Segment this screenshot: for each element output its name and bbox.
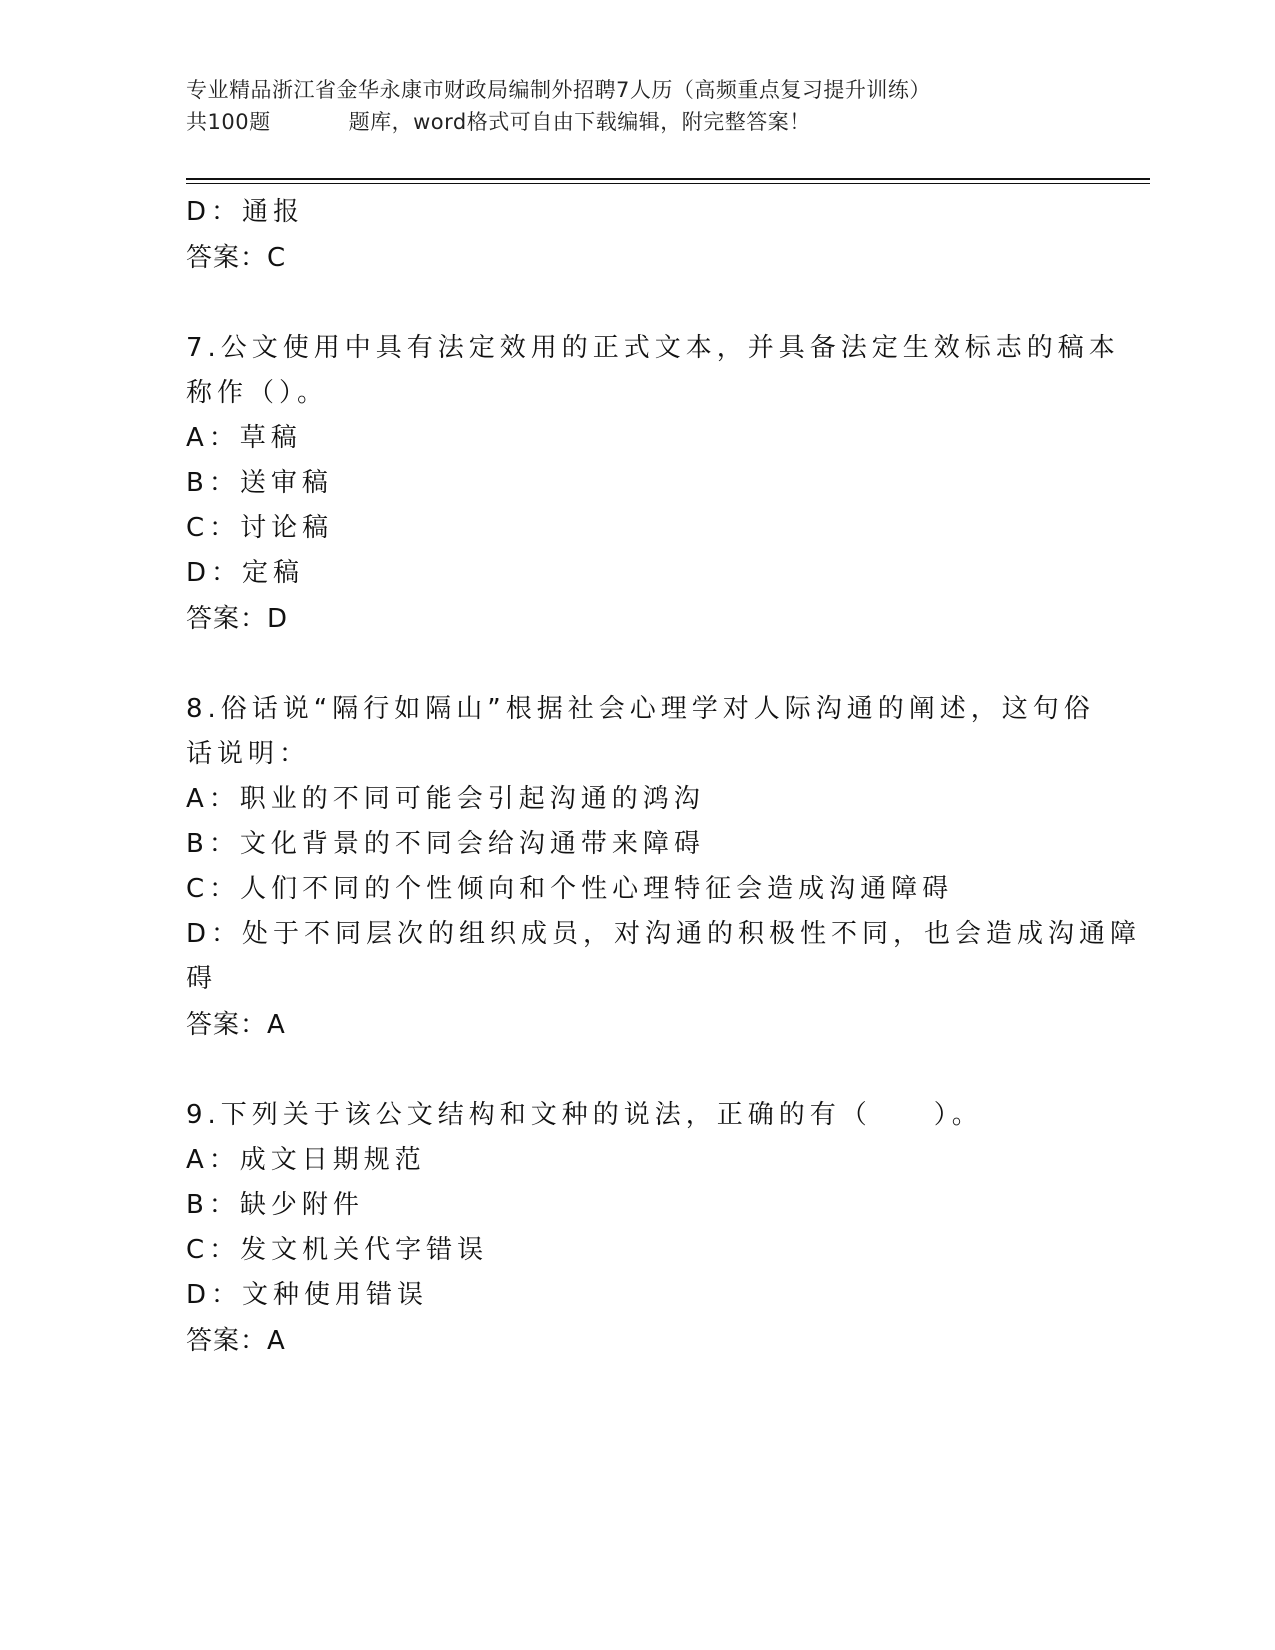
option-c: C：讨论稿 xyxy=(186,513,334,543)
option-b: B：缺少附件 xyxy=(186,1190,364,1220)
option-a: A：成文日期规范 xyxy=(186,1145,426,1175)
option-d: D：通报 xyxy=(186,197,305,227)
option-c: C：人们不同的个性倾向和个性心理特征会造成沟通障碍 xyxy=(186,874,954,904)
option-b: B：文化背景的不同会给沟通带来障碍 xyxy=(186,829,705,859)
header-divider-thick xyxy=(186,178,1150,180)
option-b: B：送审稿 xyxy=(186,468,333,498)
question-8 xyxy=(186,687,1142,1048)
header-divider-thin xyxy=(186,183,1150,184)
question-stem-continued: 话说明： xyxy=(186,739,311,769)
option-d-continued: 碍 xyxy=(186,964,218,994)
header-count: 共100题 xyxy=(186,110,271,134)
option-c: C：发文机关代字错误 xyxy=(186,1235,489,1265)
question-stem: 9.下列关于该公文结构和文种的说法，正确的有（ ）。 xyxy=(186,1100,983,1130)
question-stem: 8.俗话说“隔行如隔山”根据社会心理学对人际沟通的阐述，这句俗 xyxy=(186,694,1095,724)
option-d: D：定稿 xyxy=(186,558,305,588)
answer-line: 答案：C xyxy=(186,243,287,273)
answer-line: 答案：D xyxy=(186,604,289,634)
question-7 xyxy=(186,326,1120,642)
question-9 xyxy=(186,1093,1076,1364)
option-d: D：处于不同层次的组织成员，对沟通的积极性不同，也会造成沟通障 xyxy=(186,919,1142,949)
answer-line: 答案：A xyxy=(186,1326,286,1356)
header-subtitle xyxy=(186,106,1066,138)
option-a: A：职业的不同可能会引起沟通的鸿沟 xyxy=(186,784,705,814)
document-header xyxy=(186,74,1066,138)
question-stem: 7.公文使用中具有法定效用的正式文本，并具备法定生效标志的稿本 xyxy=(186,333,1120,363)
document-body xyxy=(186,190,1142,1364)
question-stem-continued: 称作（）。 xyxy=(186,378,329,408)
option-a: A：草稿 xyxy=(186,423,302,453)
header-description: 题库，word格式可自由下载编辑，附完整答案！ xyxy=(348,110,811,134)
option-d: D：文种使用错误 xyxy=(186,1280,429,1310)
header-title: 专业精品浙江省金华永康市财政局编制外招聘7人历（高频重点复习提升训练） xyxy=(186,78,931,102)
answer-line: 答案：A xyxy=(186,1010,286,1040)
